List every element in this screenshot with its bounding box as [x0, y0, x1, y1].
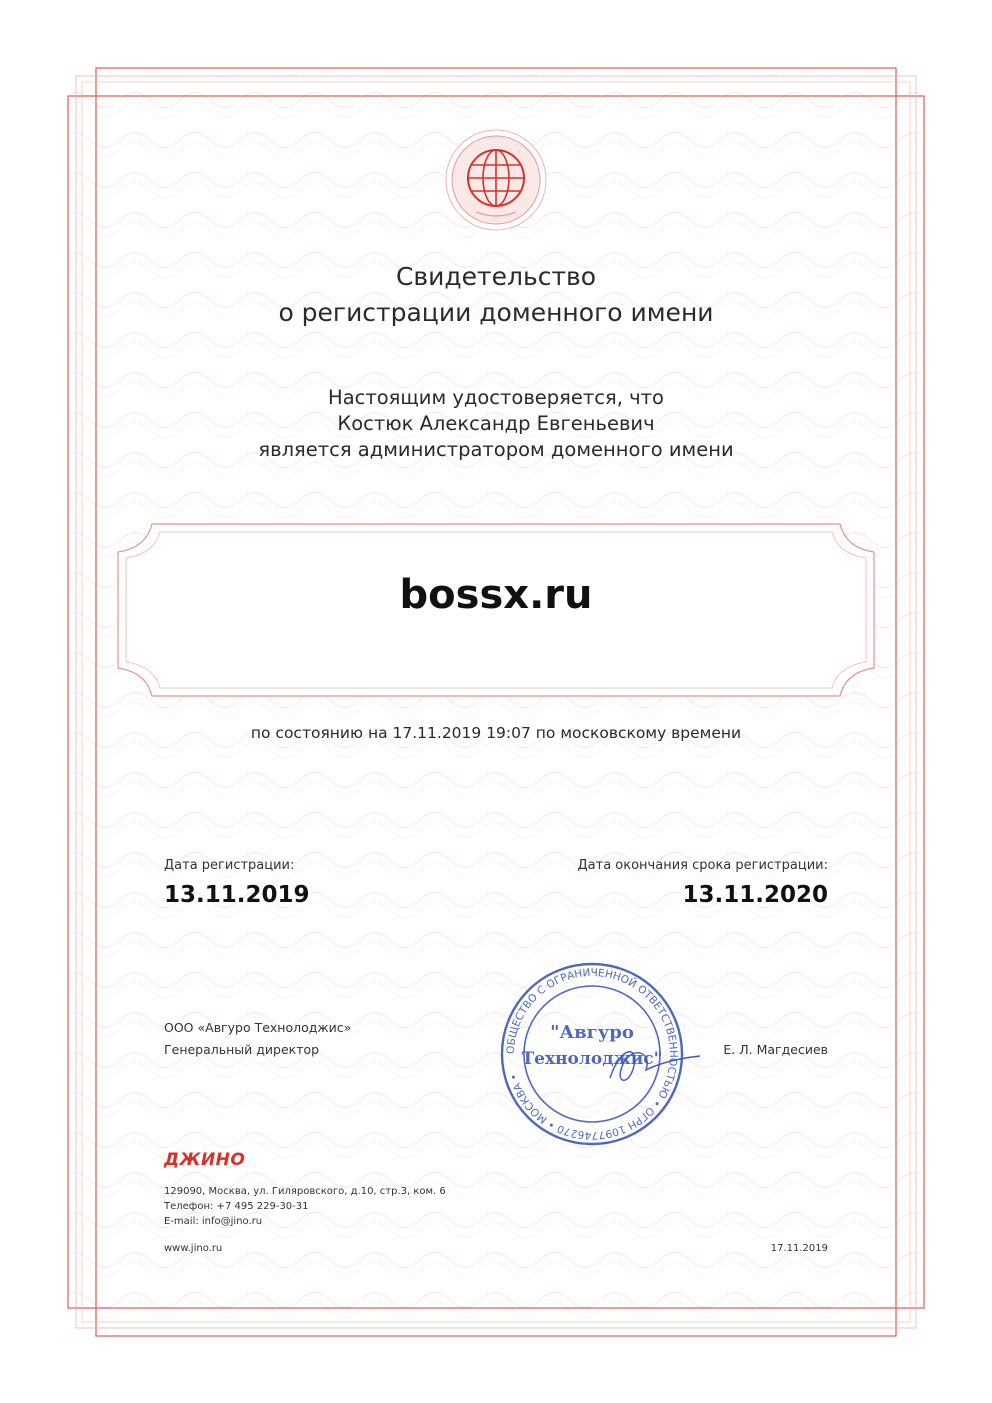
company-stamp: [492, 962, 702, 1146]
domain-name: bossx.ru: [399, 572, 593, 618]
footer-address: 129090, Москва, ул. Гиляровского, д.10, стр.3, ком. 6: [164, 1186, 446, 1197]
globe-emblem-icon: [444, 128, 548, 232]
jino-logo: ДЖИНО: [164, 1150, 246, 1170]
footer-website[interactable]: www.jino.ru: [164, 1243, 223, 1254]
intro-text: Настоящим удостоверяется, что: [328, 386, 664, 409]
footer-email: E-mail: info@jino.ru: [164, 1216, 263, 1227]
registration-date-label: Дата регистрации:: [164, 858, 295, 873]
certificate-title-line2: о регистрации доменного имени: [278, 298, 714, 327]
signatory-name: Е. Л. Магдесиев: [723, 1042, 828, 1057]
stamp-ring-text: ОБЩЕСТВО С ОГРАНИЧЕННОЙ ОТВЕТСТВЕННОСТЬЮ • ОГРН 1097746270 • МОСКВА •: [504, 966, 680, 1142]
footer-issue-date: 17.11.2019: [770, 1243, 828, 1254]
holder-name: Костюк Александр Евгеньевич: [337, 412, 655, 435]
registration-date: 13.11.2019: [164, 882, 310, 908]
status-line: по состоянию на 17.11.2019 19:07 по московскому времени: [250, 724, 742, 742]
stamp-text-line1: "Авгуро: [550, 1022, 634, 1043]
expiry-date: 13.11.2020: [682, 882, 828, 908]
stamp-text-line2: Технолоджис": [521, 1049, 663, 1069]
administrator-text: является администратором доменного имени: [258, 438, 734, 461]
signatory-position: Генеральный директор: [164, 1042, 320, 1057]
footer-phone: Телефон: +7 495 229-30-31: [164, 1201, 309, 1212]
company-name: ООО «Авгуро Технолоджис»: [164, 1020, 352, 1035]
expiry-date-label: Дата окончания срока регистрации:: [577, 858, 828, 873]
certificate-title-line1: Свидетельство: [395, 262, 597, 291]
